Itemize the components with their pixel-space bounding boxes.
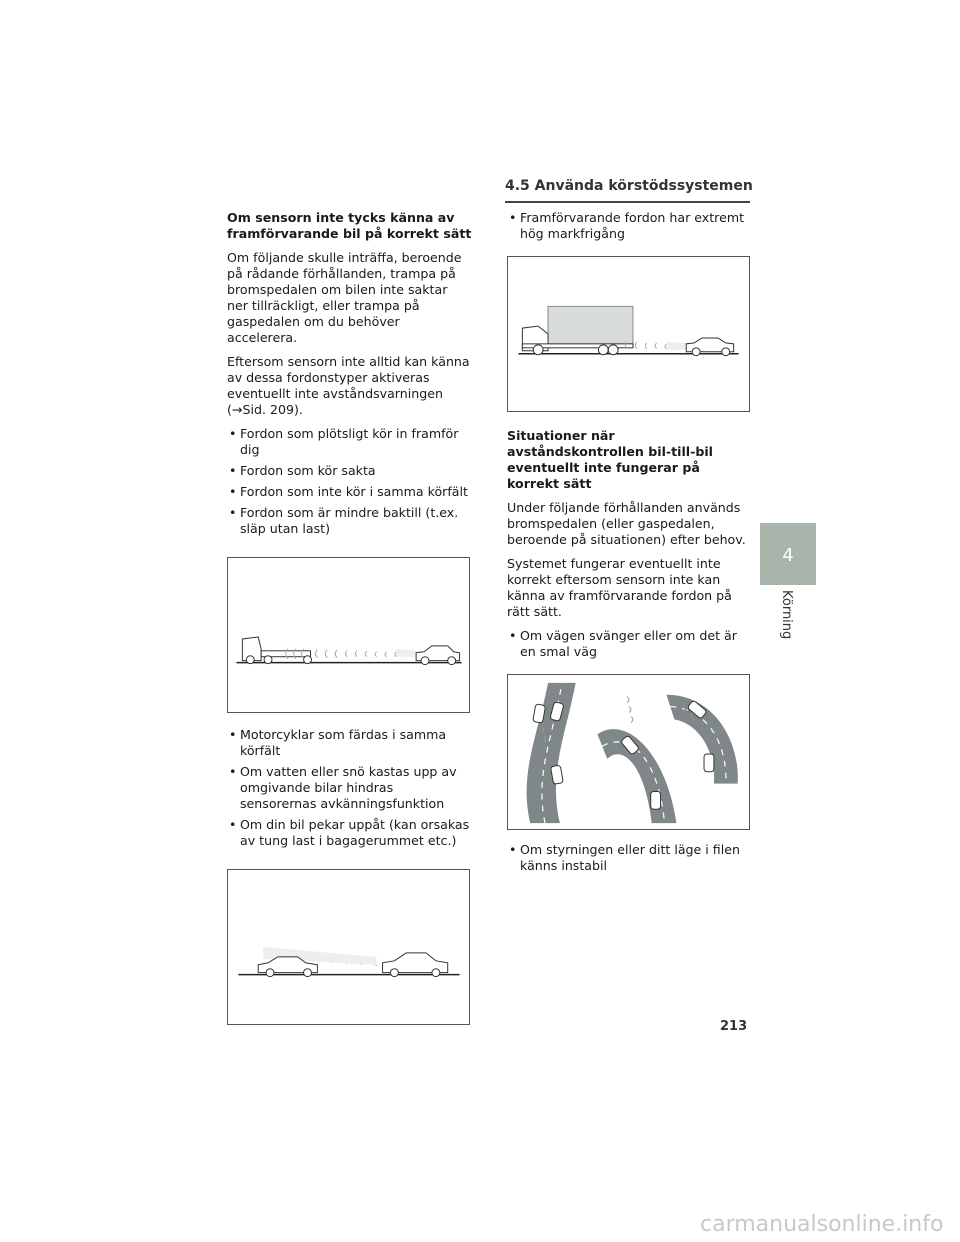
list-item: • Om vägen svänger eller om det är en smal väg: [507, 628, 752, 660]
right-column: [507, 210, 752, 879]
figure-high-clearance: [507, 256, 750, 412]
chapter-tab: [760, 523, 816, 585]
curved-roads-illustration: [508, 675, 749, 829]
right-heading: Situationer när avståndskontrollen bil-till-bil eventuellt inte fungerar på korrekt sätt: [507, 428, 713, 491]
list-item: • Framförvarande fordon har extremt hög markfrigång: [507, 210, 752, 242]
right-bullet-bottom: [507, 842, 752, 874]
truck-illustration: [508, 257, 749, 411]
list-item: • Fordon som plötsligt kör in framför dig: [227, 426, 472, 458]
right-bullet-mid: [507, 628, 752, 660]
list-item: • Fordon som kör sakta: [227, 463, 472, 479]
left-bullet-list-2: [227, 727, 472, 849]
figure-curved-roads: [507, 674, 750, 830]
figure-trailer: [227, 557, 470, 713]
header-rule: [505, 201, 750, 203]
left-heading: Om sensorn inte tycks känna av framförvarande bil på korrekt sätt: [227, 210, 472, 241]
chapter-number: 4: [782, 545, 794, 566]
list-item: • Fordon som är mindre baktill (t.ex. släp utan last): [227, 505, 472, 537]
list-item: • Om styrningen eller ditt läge i filen känns instabil: [507, 842, 752, 874]
list-item: • Fordon som inte kör i samma körfält: [227, 484, 472, 500]
left-bullet-list-1: [227, 426, 472, 537]
page-number: 213: [720, 1019, 748, 1034]
right-paragraph-1: Under följande förhållanden används bromspedalen (eller gaspedalen, beroende på situationen) efter behov.: [507, 500, 746, 547]
watermark: carmanualsonline.info: [700, 1212, 944, 1237]
left-column: [227, 210, 472, 1025]
left-paragraph-1: Om följande skulle inträffa, beroende på rådande förhållanden, trampa på bromspedalen om bilen inte saktar ner tillräckligt, eller trampa på gaspedalen om du behöver accelerera.: [227, 250, 462, 345]
right-paragraph-2: Systemet fungerar eventuellt inte korrekt eftersom sensorn inte kan känna av framförvarande fordon på rätt sätt.: [507, 556, 732, 619]
list-item: • Om vatten eller snö kastas upp av omgivande bilar hindras sensorernas avkänningsfunktion: [227, 764, 472, 812]
list-item: • Motorcyklar som färdas i samma körfält: [227, 727, 472, 759]
right-bullet-top: [507, 210, 752, 242]
chapter-label: Körning: [779, 590, 794, 640]
figure-car-pitched-up: [227, 869, 470, 1025]
left-paragraph-2: Eftersom sensorn inte alltid kan känna av dessa fordonstyper aktiveras eventuellt inte avståndsvarningen (→Sid. 209).: [227, 354, 470, 417]
car-pitch-illustration: [228, 870, 469, 1024]
trailer-illustration: [228, 558, 469, 712]
list-item: • Om din bil pekar uppåt (kan orsakas av tung last i bagagerummet etc.): [227, 817, 472, 849]
section-header: 4.5 Använda körstödssystemen: [505, 178, 753, 194]
